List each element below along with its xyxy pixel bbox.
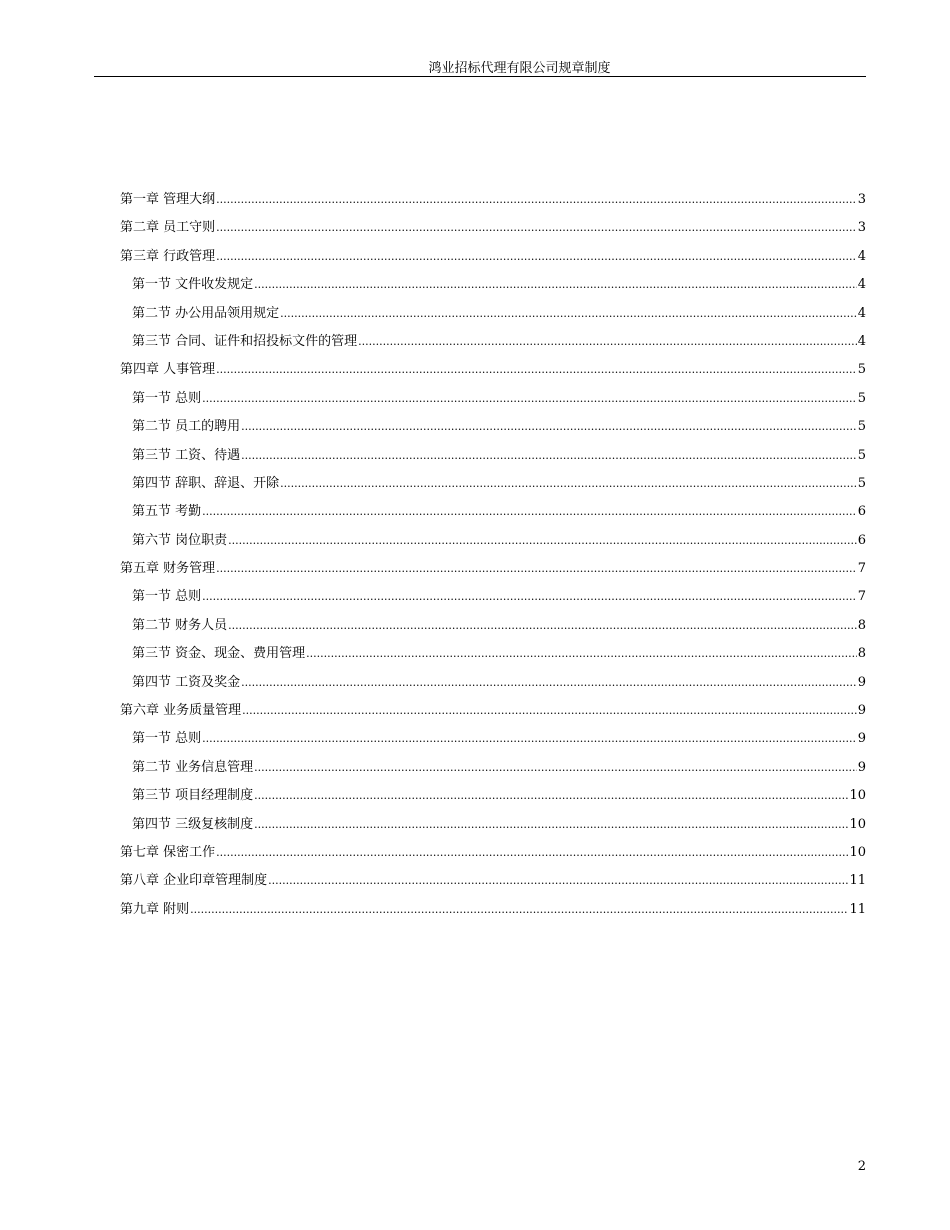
- toc-entry-page-number: 10: [849, 788, 866, 804]
- toc-entry-label: 第三节 项目经理制度: [132, 788, 254, 804]
- toc-section-entry[interactable]: [120, 729, 866, 757]
- toc-dot-leader: [202, 587, 857, 607]
- toc-section-entry[interactable]: [120, 644, 866, 672]
- toc-section-entry[interactable]: [120, 446, 866, 474]
- toc-entry-page-number: 4: [857, 248, 866, 264]
- toc-entry-page-number: 3: [857, 192, 866, 207]
- toc-entry-page-number: 4: [857, 305, 866, 321]
- toc-entry-label: 第五节 考勤: [132, 504, 202, 520]
- toc-entry-page-number: 3: [857, 220, 866, 236]
- toc-chapter-entry[interactable]: [120, 701, 866, 729]
- toc-chapter-entry[interactable]: [120, 360, 866, 388]
- toc-entry-label: 第二节 财务人员: [132, 617, 228, 633]
- toc-entry-page-number: 4: [857, 333, 866, 349]
- toc-chapter-entry[interactable]: [120, 218, 866, 246]
- header-rule: [94, 76, 866, 77]
- toc-dot-leader: [254, 758, 857, 778]
- toc-section-entry[interactable]: [120, 275, 866, 303]
- toc-section-entry[interactable]: [120, 332, 866, 360]
- toc-entry-label: 第四节 辞职、辞退、开除: [132, 475, 280, 491]
- toc-chapter-entry[interactable]: [120, 871, 866, 899]
- toc-dot-leader: [190, 900, 848, 920]
- toc-entry-label: 第一章 管理大纲: [120, 192, 216, 207]
- table-of-contents: [120, 190, 866, 928]
- toc-dot-leader: [241, 673, 857, 693]
- toc-entry-page-number: 10: [849, 844, 866, 860]
- toc-dot-leader: [216, 360, 857, 380]
- toc-entry-label: 第六节 岗位职责: [132, 532, 228, 548]
- toc-entry-page-number: 8: [857, 617, 866, 633]
- toc-dot-leader: [254, 786, 848, 806]
- toc-entry-page-number: 6: [857, 532, 866, 548]
- toc-entry-page-number: 9: [857, 703, 866, 719]
- toc-entry-label: 第五章 财务管理: [120, 561, 216, 577]
- toc-section-entry[interactable]: [120, 389, 866, 417]
- toc-dot-leader: [202, 502, 857, 522]
- toc-section-entry[interactable]: [120, 304, 866, 332]
- toc-chapter-entry[interactable]: [120, 900, 866, 928]
- toc-section-entry[interactable]: [120, 474, 866, 502]
- toc-section-entry[interactable]: [120, 815, 866, 843]
- toc-entry-page-number: 5: [857, 475, 866, 491]
- toc-section-entry[interactable]: [120, 758, 866, 786]
- toc-chapter-entry[interactable]: [120, 843, 866, 871]
- toc-entry-label: 第四章 人事管理: [120, 362, 216, 378]
- toc-entry-page-number: 7: [857, 589, 866, 605]
- toc-entry-label: 第四节 工资及奖金: [132, 674, 241, 690]
- toc-entry-page-number: 11: [849, 901, 866, 917]
- toc-entry-label: 第三节 工资、待遇: [132, 447, 241, 463]
- toc-dot-leader: [216, 218, 857, 238]
- toc-dot-leader: [242, 701, 857, 721]
- page-number: 2: [857, 1159, 866, 1174]
- toc-dot-leader: [254, 815, 848, 835]
- toc-entry-label: 第六章 业务质量管理: [120, 703, 242, 719]
- toc-dot-leader: [306, 644, 857, 664]
- toc-entry-label: 第二节 业务信息管理: [132, 759, 254, 775]
- toc-entry-label: 第三章 行政管理: [120, 248, 216, 264]
- toc-dot-leader: [280, 474, 857, 494]
- toc-entry-label: 第二节 员工的聘用: [132, 419, 241, 435]
- toc-section-entry[interactable]: [120, 673, 866, 701]
- toc-dot-leader: [216, 843, 848, 863]
- toc-dot-leader: [241, 446, 857, 466]
- toc-dot-leader: [358, 332, 857, 352]
- toc-dot-leader: [216, 247, 857, 267]
- toc-entry-label: 第七章 保密工作: [120, 844, 216, 860]
- toc-entry-page-number: 5: [857, 362, 866, 378]
- toc-entry-page-number: 8: [857, 646, 866, 662]
- toc-entry-label: 第九章 附则: [120, 901, 190, 917]
- toc-entry-label: 第一节 总则: [132, 731, 202, 747]
- toc-chapter-entry[interactable]: [120, 559, 866, 587]
- toc-dot-leader: [268, 871, 848, 891]
- toc-entry-page-number: 4: [857, 277, 866, 293]
- toc-section-entry[interactable]: [120, 531, 866, 559]
- toc-entry-label: 第一节 总则: [132, 390, 202, 406]
- toc-entry-label: 第三节 资金、现金、费用管理: [132, 646, 306, 662]
- toc-entry-label: 第四节 三级复核制度: [132, 816, 254, 832]
- toc-entry-page-number: 10: [849, 816, 866, 832]
- toc-chapter-entry[interactable]: [120, 247, 866, 275]
- toc-dot-leader: [216, 190, 857, 210]
- toc-dot-leader: [216, 559, 857, 579]
- toc-section-entry[interactable]: [120, 587, 866, 615]
- toc-dot-leader: [202, 729, 857, 749]
- toc-entry-page-number: 7: [857, 561, 866, 577]
- toc-dot-leader: [228, 616, 857, 636]
- toc-dot-leader: [228, 531, 857, 551]
- toc-entry-page-number: 5: [857, 447, 866, 463]
- toc-entry-page-number: 11: [849, 873, 866, 889]
- toc-entry-label: 第一节 总则: [132, 589, 202, 605]
- toc-section-entry[interactable]: [120, 786, 866, 814]
- toc-entry-page-number: 5: [857, 419, 866, 435]
- toc-dot-leader: [254, 275, 857, 295]
- page-header-title: 鸿业招标代理有限公司规章制度: [428, 61, 611, 76]
- toc-entry-label: 第三节 合同、证件和招投标文件的管理: [132, 333, 358, 349]
- toc-entry-page-number: 6: [857, 504, 866, 520]
- toc-dot-leader: [241, 417, 857, 437]
- toc-dot-leader: [280, 304, 857, 324]
- toc-section-entry[interactable]: [120, 616, 866, 644]
- toc-dot-leader: [202, 389, 857, 409]
- toc-entry-page-number: 9: [857, 674, 866, 690]
- toc-entry-page-number: 5: [857, 390, 866, 406]
- toc-entry-label: 第二章 员工守则: [120, 220, 216, 236]
- toc-section-entry[interactable]: [120, 417, 866, 445]
- toc-section-entry[interactable]: [120, 502, 866, 530]
- toc-entry-label: 第一节 文件收发规定: [132, 277, 254, 293]
- toc-entry-label: 第二节 办公用品领用规定: [132, 305, 280, 321]
- toc-entry-page-number: 9: [857, 731, 866, 747]
- toc-chapter-entry[interactable]: [120, 190, 866, 218]
- toc-entry-label: 第八章 企业印章管理制度: [120, 873, 268, 889]
- toc-entry-page-number: 9: [857, 759, 866, 775]
